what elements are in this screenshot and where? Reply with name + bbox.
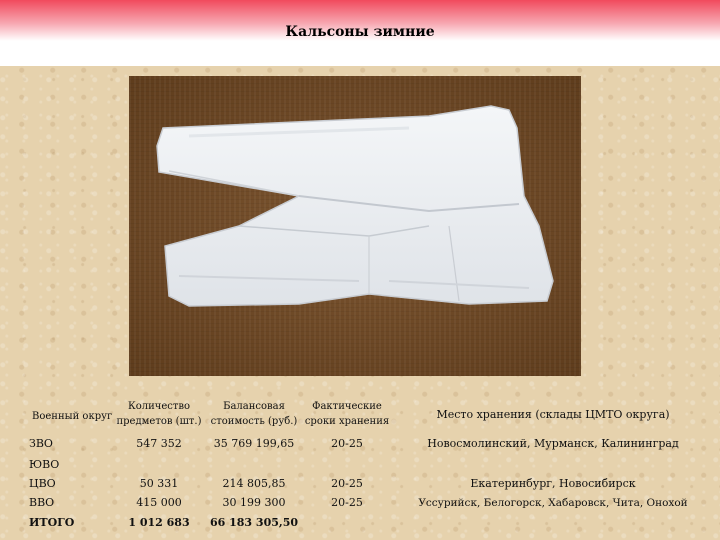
row-total-value: 66 183 305,50	[209, 516, 299, 529]
header-value-line2: стоимость (руб.)	[210, 416, 298, 427]
row-vvo-location: Уссурийск, Белогорск, Хабаровск, Чита, Онохой	[418, 497, 688, 509]
row-tsvo-district: ЦВО	[29, 477, 56, 490]
row-yuvo-district: ЮВО	[29, 458, 60, 471]
row-zvo-terms: 20-25	[331, 437, 363, 450]
header-terms	[302, 399, 392, 429]
row-zvo-quantity: 547 352	[136, 437, 182, 450]
row-total-district: ИТОГО	[29, 516, 75, 529]
row-tsvo-location: Екатеринбург, Новосибирск	[470, 477, 636, 490]
header-quantity	[114, 399, 204, 429]
row-vvo-value: 30 199 300	[222, 496, 286, 509]
row-tsvo-terms: 20-25	[331, 477, 363, 490]
row-vvo-district: ВВО	[29, 496, 55, 509]
row-zvo-location: Новосмолинский, Мурманск, Калининград	[427, 437, 679, 450]
row-tsvo-value: 214 805,85	[222, 477, 286, 490]
header-quantity-line2: предметов (шт.)	[116, 416, 202, 427]
header-district-label: Военный округ	[32, 411, 113, 422]
product-photo	[129, 76, 581, 376]
header-quantity-line1: Количество	[127, 401, 191, 412]
header-district	[32, 410, 122, 423]
long-johns-image	[129, 76, 581, 376]
row-vvo-terms: 20-25	[331, 496, 363, 509]
row-zvo-value: 35 769 199,65	[213, 437, 295, 450]
slide-title: Кальсоны зимние	[285, 24, 435, 40]
row-tsvo-quantity: 50 331	[139, 477, 179, 490]
header-value-line1: Балансовая	[223, 401, 285, 412]
row-zvo-district: ЗВО	[29, 437, 53, 450]
header-terms-line1: Фактические	[312, 401, 382, 412]
header-location	[398, 408, 708, 421]
header-location-label: Место хранения (склады ЦМТО округа)	[436, 408, 670, 421]
header-value	[204, 399, 304, 429]
row-total-quantity: 1 012 683	[128, 516, 190, 529]
row-vvo-quantity: 415 000	[136, 496, 182, 509]
header-terms-line2: сроки хранения	[304, 416, 390, 427]
